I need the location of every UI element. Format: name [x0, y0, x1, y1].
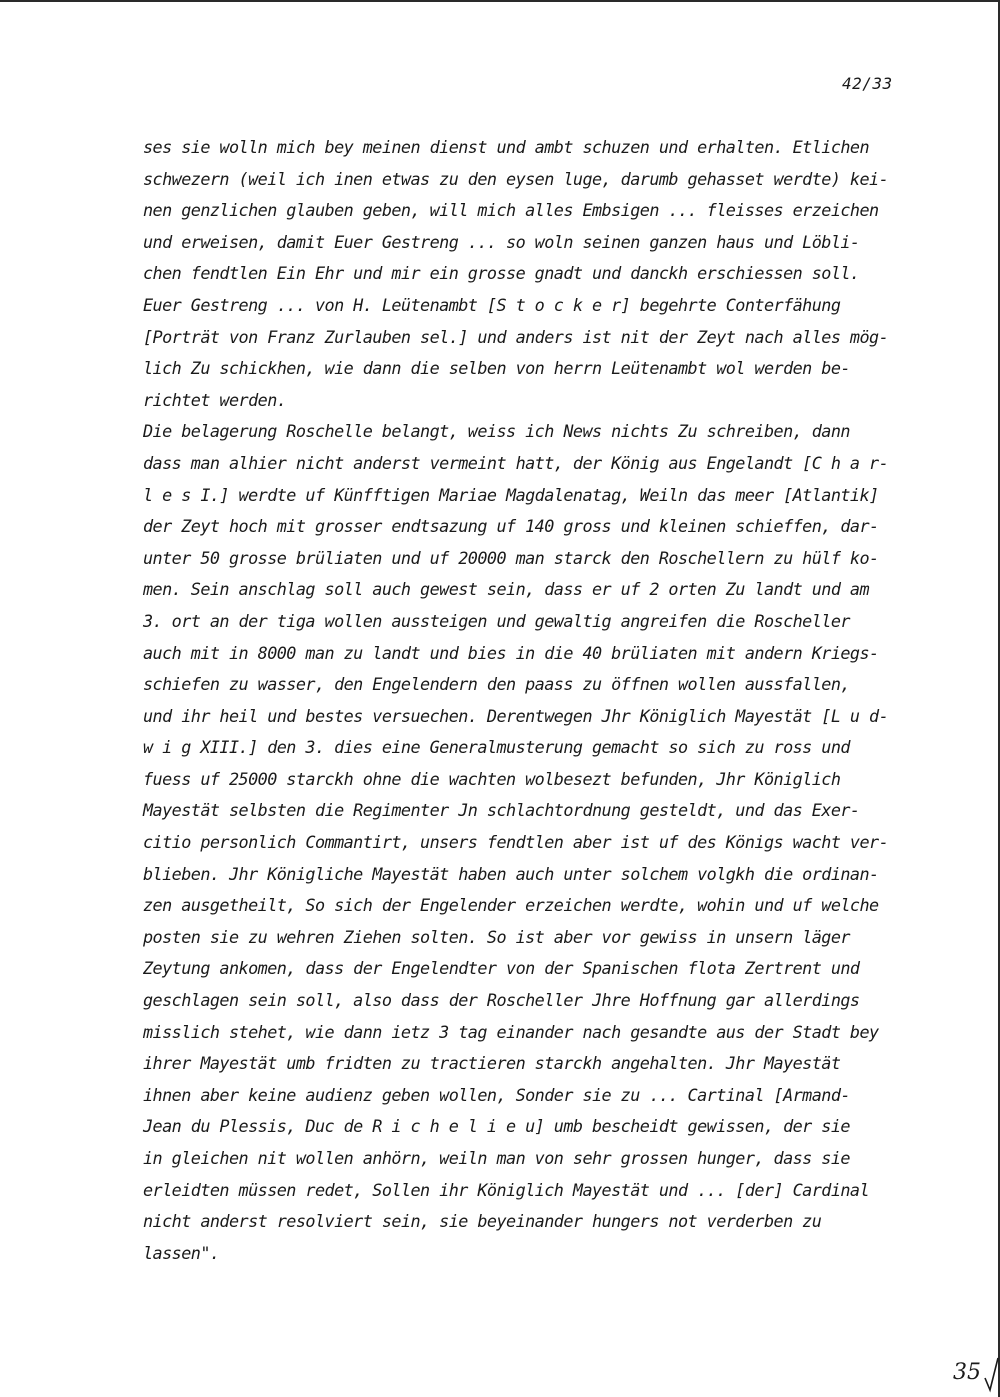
scan-edge-top [0, 0, 1000, 2]
text-line: men. Sein anschlag soll auch gewest sein, dass er uf 2 orten Zu landt und am [143, 579, 870, 600]
text-line: erleidten müssen redet, Sollen ihr Königlich Mayestät und ... [der] Cardinal [143, 1179, 870, 1200]
text-line: misslich stehet, wie dann ietz 3 tag einander nach gesandte aus der Stadt bey [143, 1021, 879, 1042]
transcription-body [143, 132, 943, 1269]
page-number: 42/33 [842, 74, 893, 93]
text-line: in gleichen nit wollen anhörn, weiln man von sehr grossen hunger, dass sie [143, 1148, 850, 1168]
text-line: der Zeyt hoch mit grosser endtsazung uf 140 gross und kleinen schieffen, dar- [143, 516, 879, 537]
text-line: und erweisen, damit Euer Gestreng ... so woln seinen ganzen haus und Löbli- [143, 231, 860, 252]
text-line: [Porträt von Franz Zurlauben sel.] und anders ist nit der Zeyt nach alles mög- [143, 326, 889, 347]
text-line: fuess uf 25000 starckh ohne die wachten wolbesezt befunden, Jhr Königlich [143, 768, 841, 789]
text-line: Die belagerung Roschelle belangt, weiss ich News nichts Zu schreiben, dann [143, 421, 850, 442]
text-line: citio personlich Commantirt, unsers fendtlen aber ist uf des Königs wacht ver- [143, 832, 889, 853]
text-line: blieben. Jhr Königliche Mayestät haben auch unter solchem volgkh die ordinan- [143, 863, 879, 884]
archive-mark-bracket-icon [983, 1338, 1000, 1397]
text-line: schwezern (weil ich inen etwas zu den eysen luge, darumb gehasset werdte) kei- [143, 168, 889, 189]
text-line: lassen". [143, 1242, 220, 1263]
text-line: nicht anderst resolviert sein, sie beyeinander hungers not verderben zu [143, 1211, 822, 1232]
text-line: Zeytung ankomen, dass der Engelendter von der Spanischen flota Zertrent und [143, 958, 860, 979]
text-line: geschlagen sein soll, also dass der Roscheller Jhre Hoffnung gar allerdings [143, 990, 860, 1011]
text-line: zen ausgetheilt, So sich der Engelender erzeichen werdte, wohin und uf welche [143, 895, 879, 916]
text-line: Mayestät selbsten die Regimenter Jn schlachtordnung gesteldt, und das Exer- [143, 800, 860, 821]
text-line: 3. ort an der tiga wollen aussteigen und gewaltig angreifen die Roscheller [143, 610, 850, 631]
text-line: ihrer Mayestät umb fridten zu tractieren starckh angehalten. Jhr Mayestät [143, 1053, 841, 1074]
text-line: richtet werden. [143, 389, 287, 410]
text-line: und ihr heil und bestes versuechen. Derentwegen Jhr Königlich Mayestät [L u d- [143, 705, 889, 726]
text-line: schiefen zu wasser, den Engelendern den paass zu öffnen wollen aussfallen, [143, 674, 850, 695]
text-line: auch mit in 8000 man zu landt und bies in die 40 brüliaten mit andern Kriegs- [143, 642, 879, 663]
text-line: lich Zu schickhen, wie dann die selben von herrn Leütenambt wol werden be- [143, 358, 850, 379]
text-line: ihnen aber keine audienz geben wollen, Sonder sie zu ... Cartinal [Armand- [143, 1084, 850, 1105]
text-line: ses sie wolln mich bey meinen dienst und ambt schuzen und erhalten. Etlichen [143, 137, 870, 157]
text-line: l e s I.] werdte uf Künfftigen Mariae Magdalenatag, Weiln das meer [Atlantik] [143, 484, 879, 505]
text-line: posten sie zu wehren Ziehen solten. So ist aber vor gewiss in unsern läger [143, 926, 850, 947]
text-line: w i g XIII.] den 3. dies eine Generalmusterung gemacht so sich zu ross und [143, 737, 850, 758]
text-line: Euer Gestreng ... von H. Leütenambt [S t o c k e r] begehrte Conterfähung [143, 294, 841, 315]
text-line: nen genzlichen glauben geben, will mich alles Embsigen ... fleisses erzeichen [143, 200, 879, 221]
text-line: Jean du Plessis, Duc de R i c h e l i e u] umb bescheidt gewissen, der sie [143, 1116, 850, 1137]
text-line: dass man alhier nicht anderst vermeint hatt, der König aus Engelandt [C h a r- [143, 452, 889, 473]
text-line: chen fendtlen Ein Ehr und mir ein grosse gnadt und danckh erschiessen soll. [143, 263, 860, 284]
archive-page-mark: 35 [953, 1360, 981, 1385]
text-line: unter 50 grosse brüliaten und uf 20000 man starck den Roschellern zu hülf ko- [143, 547, 879, 568]
